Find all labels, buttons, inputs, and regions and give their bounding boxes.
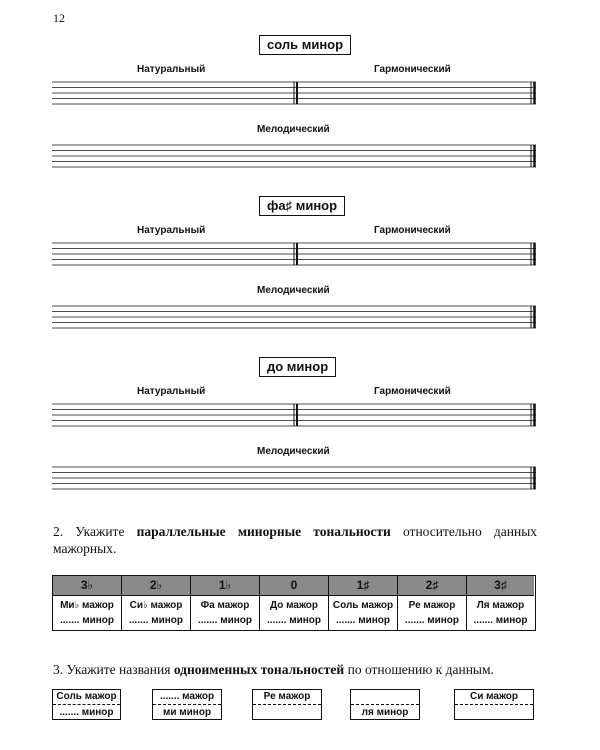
label-harmonic: Гармонический — [374, 225, 451, 236]
key-signature: 1♭ — [191, 576, 259, 596]
label-natural: Натуральный — [137, 64, 206, 75]
minor-blank[interactable]: ....... минор — [197, 615, 253, 626]
table-column — [260, 576, 329, 630]
staff-natural-harmonic — [52, 402, 536, 428]
major-key: Фа мажор — [200, 600, 250, 611]
key-pair-box — [152, 689, 222, 720]
major-key: Ля мажор — [476, 600, 525, 611]
minor-key: ля минор — [361, 707, 409, 718]
task-text-bold: параллельные минорные тональности — [136, 524, 391, 539]
major-key: Си мажор — [455, 690, 533, 705]
major-blank[interactable]: ....... мажор — [153, 690, 221, 705]
task-number: 2. — [53, 524, 64, 539]
label-harmonic: Гармонический — [374, 386, 451, 397]
minor-blank[interactable]: ....... минор — [335, 615, 391, 626]
minor-blank[interactable]: ....... минор — [59, 707, 114, 718]
section-title-c-minor: до минор — [259, 357, 336, 377]
page-number: 12 — [53, 11, 65, 25]
task-3-text — [53, 661, 494, 678]
major-key: Ре мажор — [253, 690, 321, 705]
staff-melodic — [52, 143, 536, 169]
key-pair-box — [454, 689, 534, 720]
label-melodic: Мелодический — [257, 446, 330, 457]
key-pair-box — [52, 689, 121, 720]
table-column — [191, 576, 260, 630]
staff-natural-harmonic — [52, 80, 536, 106]
minor-blank[interactable]: ....... минор — [128, 615, 184, 626]
minor-blank[interactable] — [253, 705, 321, 720]
task-text-pre: Укажите названия — [66, 662, 171, 677]
task-text-post: относительно данных мажорных. — [53, 524, 538, 556]
task-number: 3. — [53, 662, 64, 677]
table-column — [398, 576, 467, 630]
major-blank[interactable] — [351, 690, 419, 705]
task-text-bold: одноименных тональностей — [173, 662, 345, 677]
key-signature: 3♭ — [53, 576, 121, 596]
staff-melodic — [52, 465, 536, 491]
key-signature: 2♭ — [122, 576, 190, 596]
table-column — [53, 576, 122, 630]
major-key: Ре мажор — [408, 600, 456, 611]
table-column — [122, 576, 191, 630]
major-key: Соль мажор — [332, 600, 394, 611]
minor-blank[interactable]: ....... минор — [404, 615, 460, 626]
key-pair-box — [252, 689, 322, 720]
key-signature: 2♯ — [398, 576, 466, 596]
table-column — [329, 576, 398, 630]
label-harmonic: Гармонический — [374, 64, 451, 75]
label-natural: Натуральный — [137, 386, 206, 397]
label-melodic: Мелодический — [257, 124, 330, 135]
minor-blank[interactable]: ....... минор — [59, 615, 115, 626]
major-key: До мажор — [269, 600, 319, 611]
key-pair-box — [350, 689, 420, 720]
label-natural: Натуральный — [137, 225, 206, 236]
minor-blank[interactable]: ....... минор — [266, 615, 322, 626]
label-melodic: Мелодический — [257, 285, 330, 296]
section-title-fsharp-minor: фа♯ минор — [259, 196, 345, 216]
key-signature: 3♯ — [467, 576, 534, 596]
key-signature-table — [52, 575, 536, 631]
key-signature: 1♯ — [329, 576, 397, 596]
staff-melodic — [52, 304, 536, 330]
table-column — [467, 576, 534, 630]
minor-key: ми минор — [162, 707, 212, 718]
minor-blank[interactable] — [455, 705, 533, 720]
task-text-post: по отношению к данным. — [347, 662, 494, 677]
section-title-g-minor: соль минор — [259, 35, 351, 55]
minor-blank[interactable]: ....... минор — [473, 615, 528, 626]
task-text-pre: Укажите — [75, 524, 125, 539]
key-signature: 0 — [260, 576, 328, 596]
major-key: Ми♭ мажор — [60, 600, 114, 611]
major-key: Си♭ мажор — [129, 600, 183, 611]
staff-natural-harmonic — [52, 241, 536, 267]
major-key: Соль мажор — [53, 690, 120, 705]
task-2-text — [53, 523, 537, 557]
